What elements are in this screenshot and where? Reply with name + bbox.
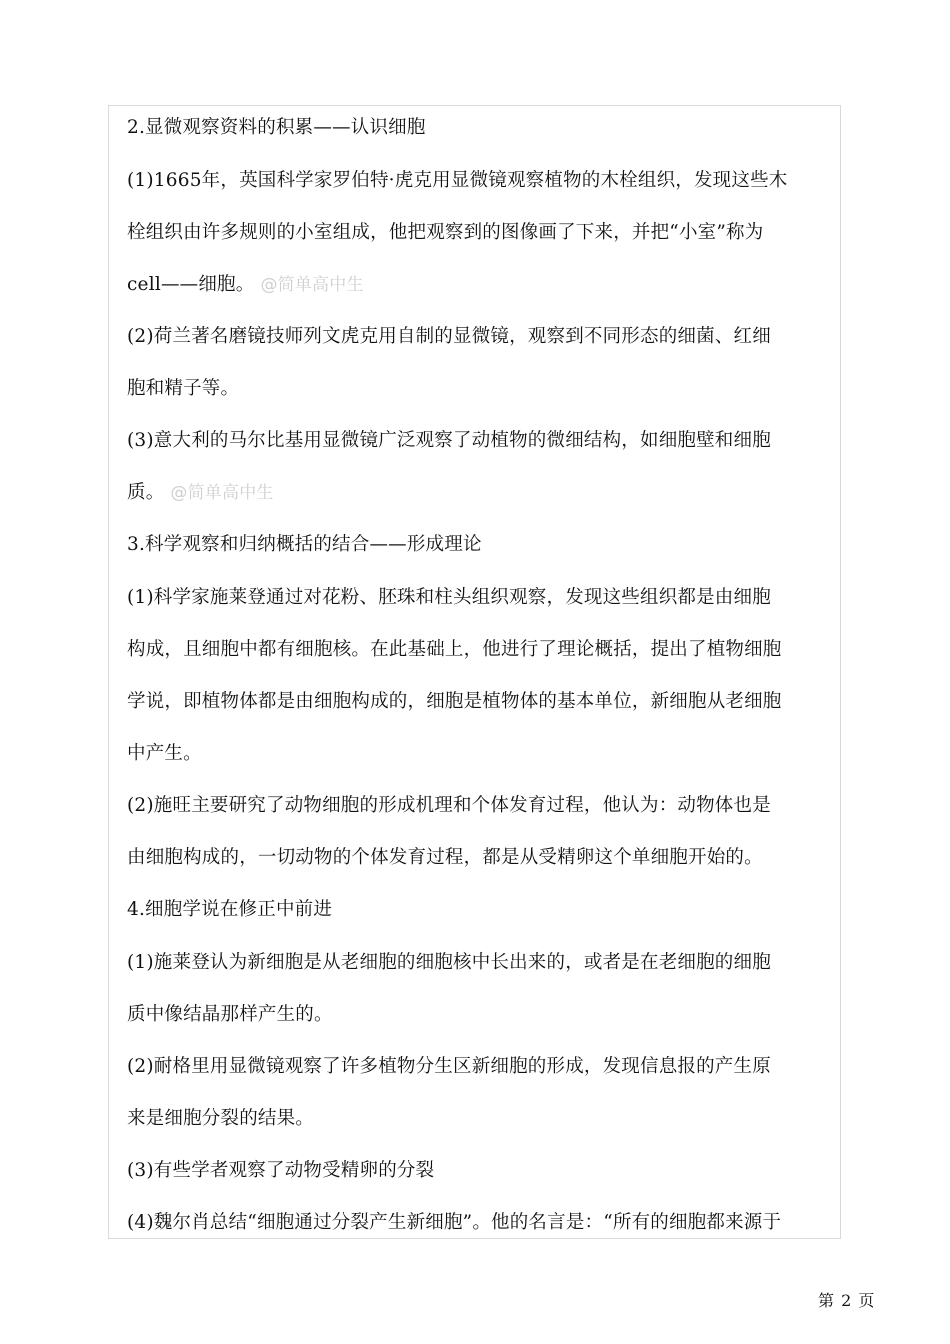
paragraph-line: (1)施莱登认为新细胞是从老细胞的细胞核中长出来的，或者是在老细胞的细胞 <box>127 952 771 973</box>
paragraph-line: 学说，即植物体都是由细胞构成的，细胞是植物体的基本单位，新细胞从老细胞 <box>127 691 782 712</box>
paragraph-line: 来是细胞分裂的结果。 <box>127 1108 315 1129</box>
paragraph-line: cell——细胞。 @简单高中生 <box>127 274 364 295</box>
paragraph-line: (2)耐格里用显微镜观察了许多植物分生区新细胞的形成，发现信息报的产生原 <box>127 1056 771 1077</box>
paragraph-line: (2)荷兰著名磨镜技师列文虎克用自制的显微镜，观察到不同形态的细菌、红细 <box>127 326 771 347</box>
paragraph-line: 质中像结晶那样产生的。 <box>127 1004 333 1025</box>
page-number: 第 2 页 <box>818 1291 876 1310</box>
paragraph-line: 中产生。 <box>127 743 202 764</box>
watermark-text: @简单高中生 <box>170 483 274 503</box>
section-heading-4: 4.细胞学说在修正中前进 <box>127 899 333 920</box>
section-heading-2: 2.显微观察资料的积累——认识细胞 <box>127 117 426 138</box>
paragraph-line: 质。 @简单高中生 <box>127 482 274 503</box>
paragraph-line: (2)施旺主要研究了动物细胞的形成机理和个体发育过程，他认为：动物体也是 <box>127 795 771 816</box>
document-content <box>108 105 841 1239</box>
paragraph-line: (4)魏尔肖总结“细胞通过分裂产生新细胞”。他的名言是：“所有的细胞都来源于 <box>127 1212 782 1233</box>
paragraph-line: 构成，且细胞中都有细胞核。在此基础上，他进行了理论概括，提出了植物细胞 <box>127 639 782 660</box>
paragraph-line: 胞和精子等。 <box>127 378 240 399</box>
paragraph-line: (3)有些学者观察了动物受精卵的分裂 <box>127 1160 435 1181</box>
paragraph-line: 由细胞构成的，一切动物的个体发育过程，都是从受精卵这个单细胞开始的。 <box>127 847 763 868</box>
paragraph-line: (1)1665年，英国科学家罗伯特·虎克用显微镜观察植物的木栓组织，发现这些木 <box>127 170 788 191</box>
paragraph-line: (1)科学家施莱登通过对花粉、胚珠和柱头组织观察，发现这些组织都是由细胞 <box>127 587 771 608</box>
watermark-text: @简单高中生 <box>260 275 364 295</box>
paragraph-line: (3)意大利的马尔比基用显微镜广泛观察了动植物的微细结构，如细胞壁和细胞 <box>127 430 771 451</box>
section-heading-3: 3.科学观察和归纳概括的结合——形成理论 <box>127 534 482 555</box>
paragraph-line: 栓组织由许多规则的小室组成，他把观察到的图像画了下来，并把“小室”称为 <box>127 222 764 243</box>
